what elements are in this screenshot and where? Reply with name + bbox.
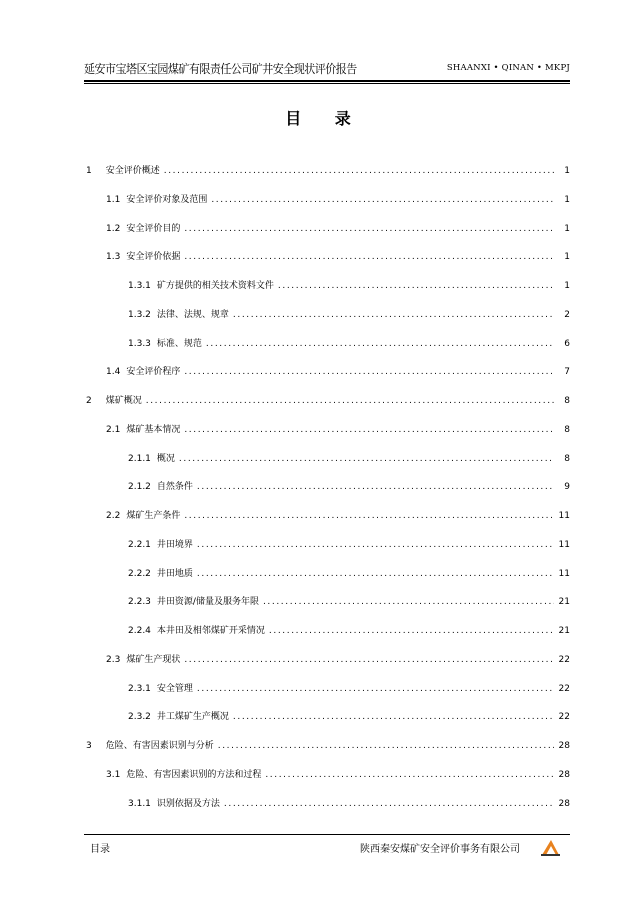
toc-entry-title [86, 391, 142, 411]
toc-entry-text: 井田境界 [156, 539, 193, 550]
toc-entry[interactable] [86, 679, 570, 708]
toc-entry-text: 安全评价目的 [126, 223, 181, 234]
toc-entry-number: 2.3.1 [128, 683, 151, 694]
toc-page-number: 8 [564, 424, 570, 435]
toc-entry-text: 井田地质 [156, 568, 193, 579]
toc-page-number: 7 [564, 367, 570, 378]
toc-entry-text: 煤矿基本情况 [126, 424, 181, 435]
toc-entry[interactable] [86, 794, 570, 823]
toc-entry[interactable] [86, 477, 570, 506]
toc-entry-number: 3.1.1 [128, 798, 151, 809]
toc-entry-number: 2.2.2 [128, 568, 151, 579]
toc-entry-title [106, 506, 180, 526]
toc-entry-number: 2.2 [106, 511, 121, 521]
toc-leader-dots [197, 477, 554, 497]
toc-entry-number: 1.1 [106, 194, 121, 205]
toc-entry[interactable] [86, 190, 570, 219]
toc-entry-number: 1.4 [106, 367, 121, 378]
toc-page-number: 2 [564, 309, 570, 320]
toc-entry[interactable] [86, 247, 570, 276]
toc-entry-title [128, 276, 274, 296]
toc-leader-dots [184, 219, 554, 239]
toc-leader-dots [184, 247, 554, 267]
toc-entry-title [86, 736, 214, 756]
toc-entry[interactable] [86, 305, 570, 334]
toc-entry[interactable] [86, 707, 570, 736]
toc-entry-number: 1.3.2 [128, 309, 151, 320]
toc-page-number: 21 [558, 597, 570, 608]
toc-entry-text: 井工煤矿生产概况 [156, 712, 229, 723]
toc-page-number: 22 [558, 712, 570, 723]
header-rule [84, 80, 570, 82]
toc-leader-dots [197, 535, 554, 555]
toc-entry-title [106, 247, 180, 267]
toc-page-number: 28 [558, 741, 570, 751]
toc-entry[interactable] [86, 765, 570, 794]
toc-entry-title [106, 362, 180, 382]
toc-page-number: 11 [558, 568, 570, 579]
toc-entry-title [106, 650, 180, 670]
toc-leader-dots [184, 362, 554, 382]
toc-entry-text: 安全管理 [156, 683, 193, 694]
toc-entry-number: 2.1.1 [128, 453, 151, 464]
toc-leader-dots [269, 621, 554, 641]
toc-entry-number: 1.3 [106, 252, 121, 263]
toc-entry[interactable] [86, 535, 570, 564]
toc-entry-number: 2 [86, 396, 92, 406]
toc-leader-dots [278, 276, 554, 296]
toc-entry-text: 自然条件 [156, 482, 193, 493]
toc-entry-number: 2.2.4 [128, 626, 151, 636]
toc-entry-number: 2.1.2 [128, 482, 151, 493]
toc-entry[interactable] [86, 391, 570, 420]
toc-heading: 目 录 [285, 109, 365, 128]
toc-entry-title [128, 449, 175, 469]
toc-leader-dots [218, 736, 554, 756]
toc-entry-title [128, 334, 202, 354]
toc-leader-dots [265, 765, 554, 785]
toc-entry-text: 煤矿生产现状 [126, 654, 181, 665]
toc-entry[interactable] [86, 362, 570, 391]
toc-entry-title [128, 477, 193, 497]
toc-entry[interactable] [86, 449, 570, 478]
footer-rule [84, 834, 570, 835]
toc-entry-text: 井田资源/储量及服务年限 [156, 597, 259, 608]
toc-entry-number: 2.3.2 [128, 712, 151, 723]
toc-entry-text: 危险、有害因素识别的方法和过程 [126, 769, 262, 780]
toc-entry-title [128, 794, 220, 814]
toc-entry[interactable] [86, 161, 570, 190]
toc-entry-title [128, 679, 193, 699]
toc-leader-dots [197, 564, 554, 584]
toc-leader-dots [146, 391, 554, 411]
toc-leader-dots [184, 650, 554, 670]
toc-leader-dots [197, 679, 554, 699]
table-of-contents [86, 161, 570, 822]
toc-entry[interactable] [86, 420, 570, 449]
toc-page-number: 11 [558, 539, 570, 550]
toc-entry-text: 煤矿概况 [105, 396, 142, 406]
toc-leader-dots [184, 420, 554, 440]
toc-leader-dots [233, 707, 554, 727]
toc-page-number: 22 [558, 654, 570, 665]
toc-leader-dots [233, 305, 554, 325]
toc-entry[interactable] [86, 592, 570, 621]
toc-entry-title [128, 707, 229, 727]
toc-page-number: 8 [564, 453, 570, 464]
toc-entry-text: 本井田及相邻煤矿开采情况 [156, 626, 265, 636]
toc-page-number: 11 [558, 511, 570, 521]
toc-page-number: 9 [564, 482, 570, 493]
toc-entry[interactable] [86, 334, 570, 363]
toc-entry-title [128, 621, 265, 641]
toc-entry-title [128, 305, 229, 325]
toc-entry[interactable] [86, 650, 570, 679]
toc-page-number: 1 [564, 194, 570, 205]
toc-page-number: 8 [564, 396, 570, 406]
toc-entry-text: 概况 [156, 453, 175, 464]
toc-entry[interactable] [86, 621, 570, 650]
toc-leader-dots [164, 161, 554, 181]
toc-leader-dots [179, 449, 554, 469]
toc-leader-dots [206, 334, 554, 354]
report-title: 延安市宝塔区宝园煤矿有限责任公司矿井安全现状评价报告 [84, 62, 357, 76]
toc-entry[interactable] [86, 736, 570, 765]
toc-entry-number: 1.3.1 [128, 281, 151, 291]
toc-entry-text: 矿方提供的相关技术资料文件 [156, 281, 274, 291]
toc-entry[interactable] [86, 219, 570, 248]
toc-page-number: 22 [558, 683, 570, 694]
toc-entry-text: 法律、法规、规章 [156, 309, 229, 320]
footer-section-label: 目录 [90, 844, 110, 855]
toc-entry-title [106, 219, 180, 239]
toc-page-number: 1 [564, 166, 570, 176]
toc-entry-number: 2.1 [106, 424, 121, 435]
toc-leader-dots [184, 506, 554, 526]
toc-page-number: 28 [558, 769, 570, 780]
toc-entry-title [128, 592, 259, 612]
toc-page-number: 1 [564, 252, 570, 263]
toc-entry-text: 安全评价概述 [105, 166, 160, 176]
toc-entry-number: 1 [86, 166, 92, 176]
footer-company-name: 陕西秦安煤矿安全评价事务有限公司 [360, 844, 520, 855]
toc-entry-text: 识别依据及方法 [156, 798, 220, 809]
toc-entry-number: 3.1 [106, 769, 121, 780]
toc-entry-number: 3 [86, 741, 92, 751]
toc-entry-text: 安全评价依据 [126, 252, 181, 263]
toc-entry-title [106, 190, 207, 210]
toc-entry[interactable] [86, 506, 570, 535]
company-logo-icon [540, 838, 560, 856]
toc-entry-number: 2.3 [106, 654, 121, 665]
toc-entry-title [128, 535, 193, 555]
toc-leader-dots [263, 592, 554, 612]
toc-page-number: 1 [564, 281, 570, 291]
toc-entry-number: 1.3.3 [128, 338, 151, 349]
page-header [84, 58, 570, 78]
toc-entry-title [128, 564, 193, 584]
toc-leader-dots [211, 190, 554, 210]
report-code: SHAANXI • QINAN • MKPJ [446, 63, 570, 73]
toc-entry-title [106, 765, 261, 785]
toc-page-number: 21 [558, 626, 570, 636]
toc-leader-dots [224, 794, 554, 814]
toc-page-number: 28 [558, 798, 570, 809]
toc-entry-number: 1.2 [106, 223, 121, 234]
toc-entry[interactable] [86, 276, 570, 305]
toc-entry-number: 2.2.3 [128, 597, 151, 608]
header-rule-thin [84, 83, 570, 84]
toc-entry[interactable] [86, 564, 570, 593]
toc-entry-text: 煤矿生产条件 [126, 511, 181, 521]
toc-entry-text: 危险、有害因素识别与分析 [105, 741, 214, 751]
toc-entry-title [106, 420, 180, 440]
toc-entry-text: 安全评价程序 [126, 367, 181, 378]
toc-page-number: 1 [564, 223, 570, 234]
toc-entry-text: 安全评价对象及范围 [126, 194, 208, 205]
toc-entry-number: 2.2.1 [128, 539, 151, 550]
toc-page-number: 6 [564, 338, 570, 349]
toc-entry-text: 标准、规范 [156, 338, 202, 349]
toc-entry-title [86, 161, 160, 181]
